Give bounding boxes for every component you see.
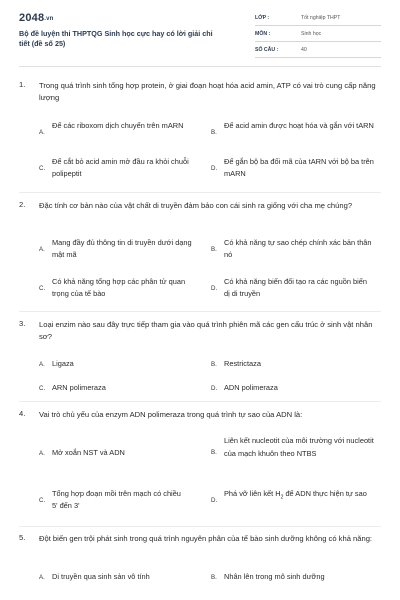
question-text: Đột biến gen trội phát sinh trong quá trình nguyên phân của tế bào sinh dưỡng không có khả năng: (39, 534, 373, 543)
option-text-subscript: 2 (280, 494, 284, 501)
logo-suffix: .vn (44, 16, 54, 22)
meta-row-class (255, 14, 381, 26)
question-2 (19, 200, 381, 310)
question-3 (19, 319, 381, 399)
option-letter: A. (39, 450, 45, 457)
option-letter: A. (39, 246, 45, 253)
option-text: Tổng hợp đoạn mồi trên mạch có chiều 5' đến 3' (52, 489, 181, 510)
option-text: Restrictaza (224, 359, 261, 368)
question-number: 1. (19, 80, 26, 89)
option-text: Nhân lên trong mô sinh dưỡng (224, 572, 325, 581)
question-text: Đặc tính cơ bản nào của vật chất di truyền đảm bảo con cái sinh ra giống với cha mẹ chúng? (39, 201, 353, 210)
question-separator (19, 401, 381, 402)
option-letter: D. (211, 385, 218, 392)
option-letter: A. (39, 361, 45, 368)
meta-value: Tốt nghiệp THPT (301, 15, 341, 21)
option-letter: C. (39, 497, 46, 504)
option-text-part: để ADN thực hiện tự sao (283, 489, 367, 498)
document-header (19, 12, 381, 60)
option-letter: B. (211, 246, 217, 253)
option-letter: A. (39, 574, 45, 581)
option-text: Di truyền qua sinh sản vô tính (52, 572, 150, 581)
option-text: Mở xoắn NST và ADN (52, 448, 125, 457)
option-text: ARN polimeraza (52, 383, 106, 392)
question-4 (19, 409, 381, 524)
document-meta (255, 14, 381, 62)
option-text: Ligaza (52, 359, 74, 368)
site-logo[interactable] (19, 12, 54, 24)
question-number: 2. (19, 200, 26, 209)
meta-label: MÔN : (255, 31, 271, 37)
document-title: Bộ đề luyện thi THPTQG Sinh học cực hay có lời giải chi tiết (đề số 25) (19, 29, 213, 48)
option-letter: A. (39, 129, 45, 136)
meta-value: 40 (301, 47, 307, 53)
question-text: Loại enzim nào sau đây trực tiếp tham gia vào quá trình phiên mã các gen cấu trúc ở sinh vật nhân sơ? (39, 320, 373, 341)
option-text: Để các riboxom dịch chuyển trên mARN (52, 121, 184, 130)
option-text-part: Phá vỡ liên kết H (224, 489, 281, 498)
question-text: Vai trò chủ yếu của enzym ADN polimeraza trong quá trình tự sao của ADN là: (39, 410, 303, 419)
option-letter: B. (211, 129, 217, 136)
option-letter: D. (211, 497, 218, 504)
option-text: ADN polimeraza (224, 383, 278, 392)
option-text: Có khả năng tổng hợp các phân tử quan trọng của tế bào (52, 277, 186, 298)
meta-label: SỐ CÂU : (255, 47, 279, 53)
question-number: 5. (19, 533, 26, 542)
option-letter: D. (211, 165, 218, 172)
header-divider (19, 66, 381, 67)
option-text: Có khả năng biến đổi tạo ra các nguồn biến dị di truyền (224, 277, 367, 298)
meta-row-subject (255, 30, 381, 42)
question-number: 3. (19, 319, 26, 328)
question-1 (19, 80, 381, 190)
option-letter: C. (39, 285, 46, 292)
option-text: Để acid amin được hoạt hóa và gắn với tARN (224, 121, 374, 130)
option-text: Có khả năng tự sao chép chính xác bản thân nó (224, 238, 372, 259)
option-text: Để gắn bộ ba đối mã của tARN với bộ ba trên mARN (224, 157, 374, 178)
option-text (224, 488, 378, 503)
option-letter: C. (39, 165, 46, 172)
question-separator (19, 192, 381, 193)
option-text: Liên kết nucleotit của môi trường với nucleotit của mạch khuôn theo NTBS (224, 436, 374, 458)
question-separator (19, 311, 381, 312)
option-letter: B. (211, 449, 217, 456)
question-text: Trong quá trình sinh tổng hợp protein, ở giai đoạn hoạt hóa acid amin, ATP có vai trò cung cấp năng lượng (39, 81, 376, 102)
option-letter: D. (211, 285, 218, 292)
meta-label: LỚP : (255, 15, 270, 21)
option-text: Mang đầy đủ thông tin di truyền dưới dạng mật mã (52, 238, 192, 259)
question-number: 4. (19, 409, 26, 418)
meta-value: Sinh học (301, 31, 322, 37)
option-letter: C. (39, 385, 46, 392)
question-separator (19, 526, 381, 527)
logo-main: 2048 (19, 12, 45, 24)
option-text: Để cắt bỏ acid amin mở đầu ra khỏi chuỗi polipeptit (52, 157, 189, 178)
option-letter: B. (211, 361, 217, 368)
option-letter: B. (211, 574, 217, 581)
question-5 (19, 533, 381, 600)
meta-row-question-count (255, 46, 381, 58)
